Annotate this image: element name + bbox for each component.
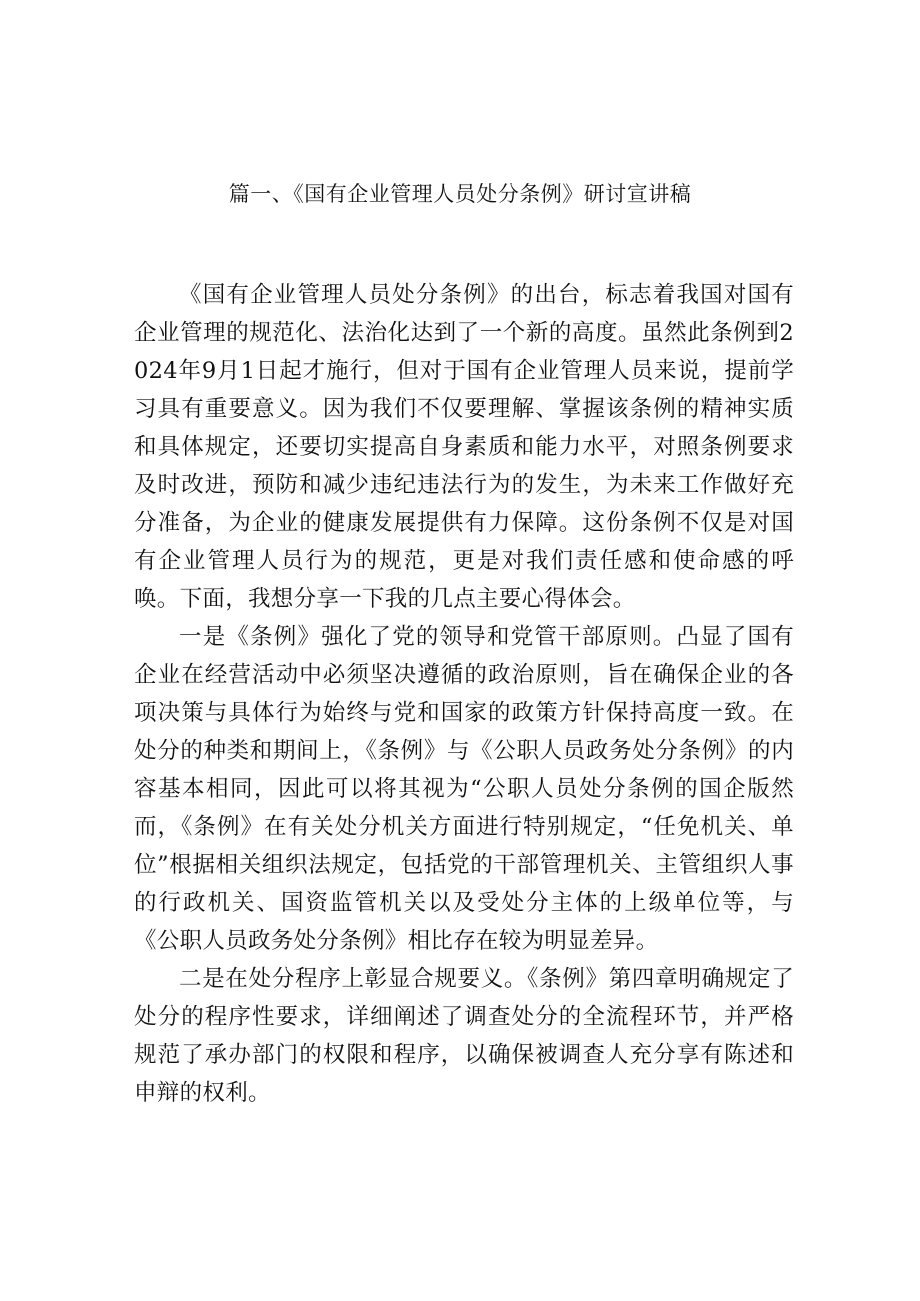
paragraph-point-two: 二是在处分程序上彰显合规要义。《条例》第四章明确规定了处分的程序性要求，详细阐述了调查处分的全流程环节，并严格规范了承办部门的权限和程序，以确保被调查人充分享有陈述和申辩的权利。 — [134, 966, 794, 1106]
paragraph-intro: 《国有企业管理人员处分条例》的出台，标志着我国对国有企业管理的规范化、法治化达到了一个新的高度。虽然此条例到2024年9月1日起才施行，但对于国有企业管理人员来说，提前学习具有重要意义。因为我们不仅要理解、掌握该条例的精神实质和具体规定，还要切实提高自身素质和能力水平，对照条例要求及时改进，预防和减少违纪违法行为的发生，为未来工作做好充分准备，为企业的健康发展提供有力保障。这份条例不仅是对国有企业管理人员行为的规范，更是对我们责任感和使命感的呼唤。下面，我想分享一下我的几点主要心得体会。 — [134, 282, 794, 612]
document-body — [134, 276, 794, 1112]
paragraph-point-one: 一是《条例》强化了党的领导和党管干部原则。凸显了国有企业在经营活动中必须坚决遵循的政治原则，旨在确保企业的各项决策与具体行为始终与党和国家的政策方针保持高度一致。在处分的种类和期间上，《条例》与《公职人员政务处分条例》的内容基本相同，因此可以将其视为“公职人员处分条例的国企版然而，《条例》在有关处分机关方面进行特别规定，“任免机关、单位”根据相关组织法规定，包括党的干部管理机关、主管组织人事的行政机关、国资监管机关以及受处分主体的上级单位等，与《公职人员政务处分条例》相比存在较为明显差异。 — [134, 624, 794, 954]
document-title: 篇一、《国有企业管理人员处分条例》研讨宣讲稿 — [228, 182, 692, 206]
